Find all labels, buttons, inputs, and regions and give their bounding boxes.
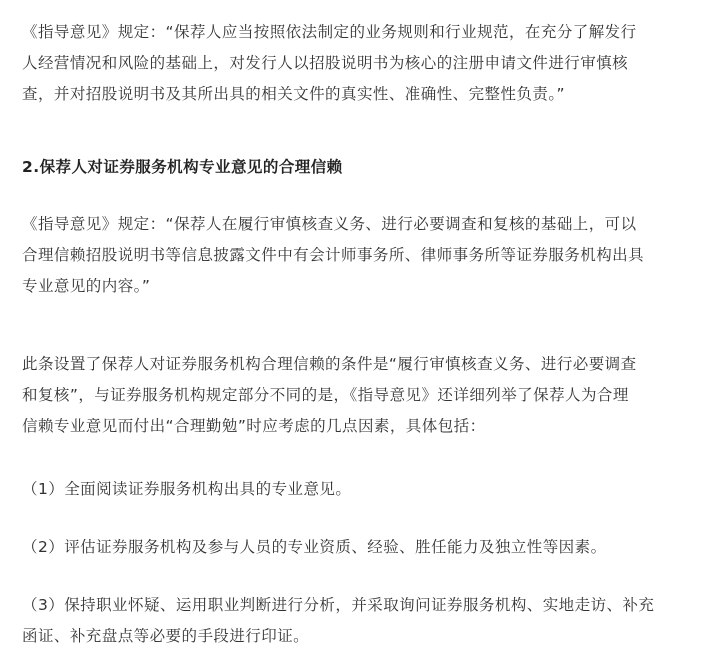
section-heading: [22, 152, 694, 183]
heading-text: 2.保荐人对证券服务机构专业意见的合理信赖: [22, 158, 343, 176]
list-item-3: [22, 590, 694, 652]
analysis-paragraph: [22, 349, 694, 442]
text-line: （2）评估证券服务机构及参与人员的专业资质、经验、胜任能力及独立性等因素。: [22, 538, 607, 556]
text-line: 此条设置了保荐人对证券服务机构合理信赖的条件是“履行审慎核查义务、进行必要调查: [22, 355, 637, 373]
text-line: 信赖专业意见而付出“合理勤勉”时应考虑的几点因素，具体包括：: [22, 417, 486, 435]
text-line: （3）保持职业怀疑、运用职业判断进行分析，并采取询问证券服务机构、实地走访、补充: [22, 596, 655, 614]
text-line: 和复核”，与证券服务机构规定部分不同的是，《指导意见》还详细列举了保荐人为合理: [22, 386, 629, 404]
text-line: 函证、补充盘点等必要的手段进行印证。: [22, 627, 310, 645]
text-line: 《指导意见》规定：“保荐人在履行审慎核查义务、进行必要调查和复核的基础上，可以: [22, 215, 637, 233]
quote-paragraph-2: [22, 209, 694, 302]
text-line: 人经营情况和风险的基础上，对发行人以招股说明书为核心的注册申请文件进行审慎核: [22, 54, 629, 72]
quote-paragraph-1: [22, 17, 694, 110]
text-line: 《指导意见》规定：“保荐人应当按照依法制定的业务规则和行业规范，在充分了解发行: [22, 23, 637, 41]
text-line: 专业意见的内容。”: [22, 277, 151, 295]
list-item-2: [22, 532, 694, 563]
list-item-1: [22, 474, 694, 505]
text-line: 查，并对招股说明书及其所出具的相关文件的真实性、准确性、完整性负责。”: [22, 85, 566, 103]
text-line: 合理信赖招股说明书等信息披露文件中有会计师事务所、律师事务所等证券服务机构出具: [22, 246, 645, 264]
text-line: （1）全面阅读证券服务机构出具的专业意见。: [22, 480, 352, 498]
